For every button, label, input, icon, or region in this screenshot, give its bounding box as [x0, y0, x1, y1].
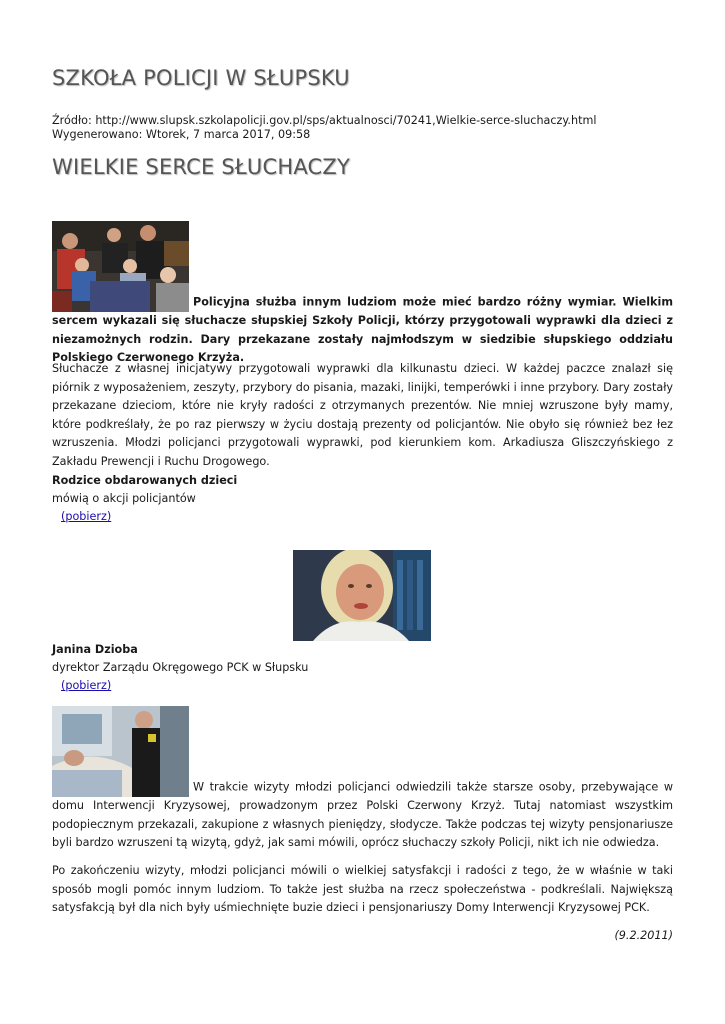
generated-line: Wygenerowano: Wtorek, 7 marca 2017, 09:58: [52, 128, 311, 141]
audio-1-download-link[interactable]: (pobierz): [61, 510, 112, 523]
paragraph-1: Słuchacze z własnej inicjatywy przygotowali wyprawki dla kilkunastu dzieci. W każdej paczce znalazł się piórnik z wyposażeniem, zeszyty, przybory do pisania, mazaki, linijki, temperówki i inne przybory. Dary zostały przekazane dzieciom, które nie kryły radości z otrzymanych prezentów. Nie mniej wzruszone były mamy, które podkreślały, że po raz pierwszy w życiu dostają prezenty od policjantów. Nie obyło się również bez łez wzruszenia. Młodzi policjanci przygotowali wyprawki, pod kierunkiem kom. Arkadiusza Gliszczyńskiego z Zakładu Prewencji i Ruchu Drogowego.: [52, 362, 673, 468]
audio-2-download-link[interactable]: (pobierz): [61, 679, 112, 692]
article-date: (9.2.2011): [614, 929, 673, 942]
site-title: SZKOŁA POLICJI W SŁUPSKU: [52, 66, 350, 90]
audio-2-desc: dyrektor Zarządu Okręgowego PCK w Słupsku: [52, 661, 309, 674]
audio-block-1: [52, 472, 673, 526]
paragraph-2-text: W trakcie wizyty młodzi policjanci odwiedzili także starsze osoby, przebywające w domu Interwencji Kryzysowej, prowadzonym przez Polski Czerwony Krzyż. Tutaj natomiast wszystkim podopiecznym przekazali, zakupione z własnych pieniędzy, słodycze. Także podczas tej wizyty pensjonariusze byli bardzo wzruszeni tą wizytą, gdyż, jak sami mówili, oprócz słuchaczy szkoły Policji, nikt ich nie odwiedza.: [52, 780, 673, 849]
audio-2-name: Janina Dzioba: [52, 643, 138, 656]
lead-block: [52, 221, 673, 368]
photo-elderly-visit: [52, 706, 189, 797]
paragraph-2-block: [52, 706, 673, 853]
lead-text: Policyjna służba innym ludziom może mieć bardzo różny wymiar. Wielkim sercem wykazali się słuchacze słupskiej Szkoły Policji, którzy przygotowali wyprawki dla dzieci z niezamożnych rodzin. Dary przekazane zostały najmłodszym w siedzibie słupskiego oddziału Polskiego Czerwonego Krzyża.: [52, 295, 673, 364]
article-title: WIELKIE SERCE SŁUCHACZY: [52, 155, 351, 179]
audio-1-desc: mówią o akcji policjantów: [52, 492, 196, 505]
paragraph-3: Po zakończeniu wizyty, młodzi policjanci mówili o wielkiej satysfakcji i radości z tego, że w właśnie w taki sposób mogli pomóc innym ludziom. To także jest służba na rzecz społeczeństwa - podkreślali. Największą satysfakcją był dla nich były uśmiechnięte buzie dzieci i pensjonariuszy Domy Interwencji Kryzysowej PCK.: [52, 864, 673, 914]
photo-children-gifts: [52, 221, 189, 312]
meta-info: [52, 114, 596, 142]
audio-1-name: Rodzice obdarowanych dzieci: [52, 474, 238, 487]
photo-janina-dzioba: [293, 550, 431, 641]
source-line: Źródło: http://www.slupsk.szkolapolicji.gov.pl/sps/aktualnosci/70241,Wielkie-serce-sluchaczy.html: [52, 114, 597, 127]
audio-block-2: [52, 641, 673, 695]
